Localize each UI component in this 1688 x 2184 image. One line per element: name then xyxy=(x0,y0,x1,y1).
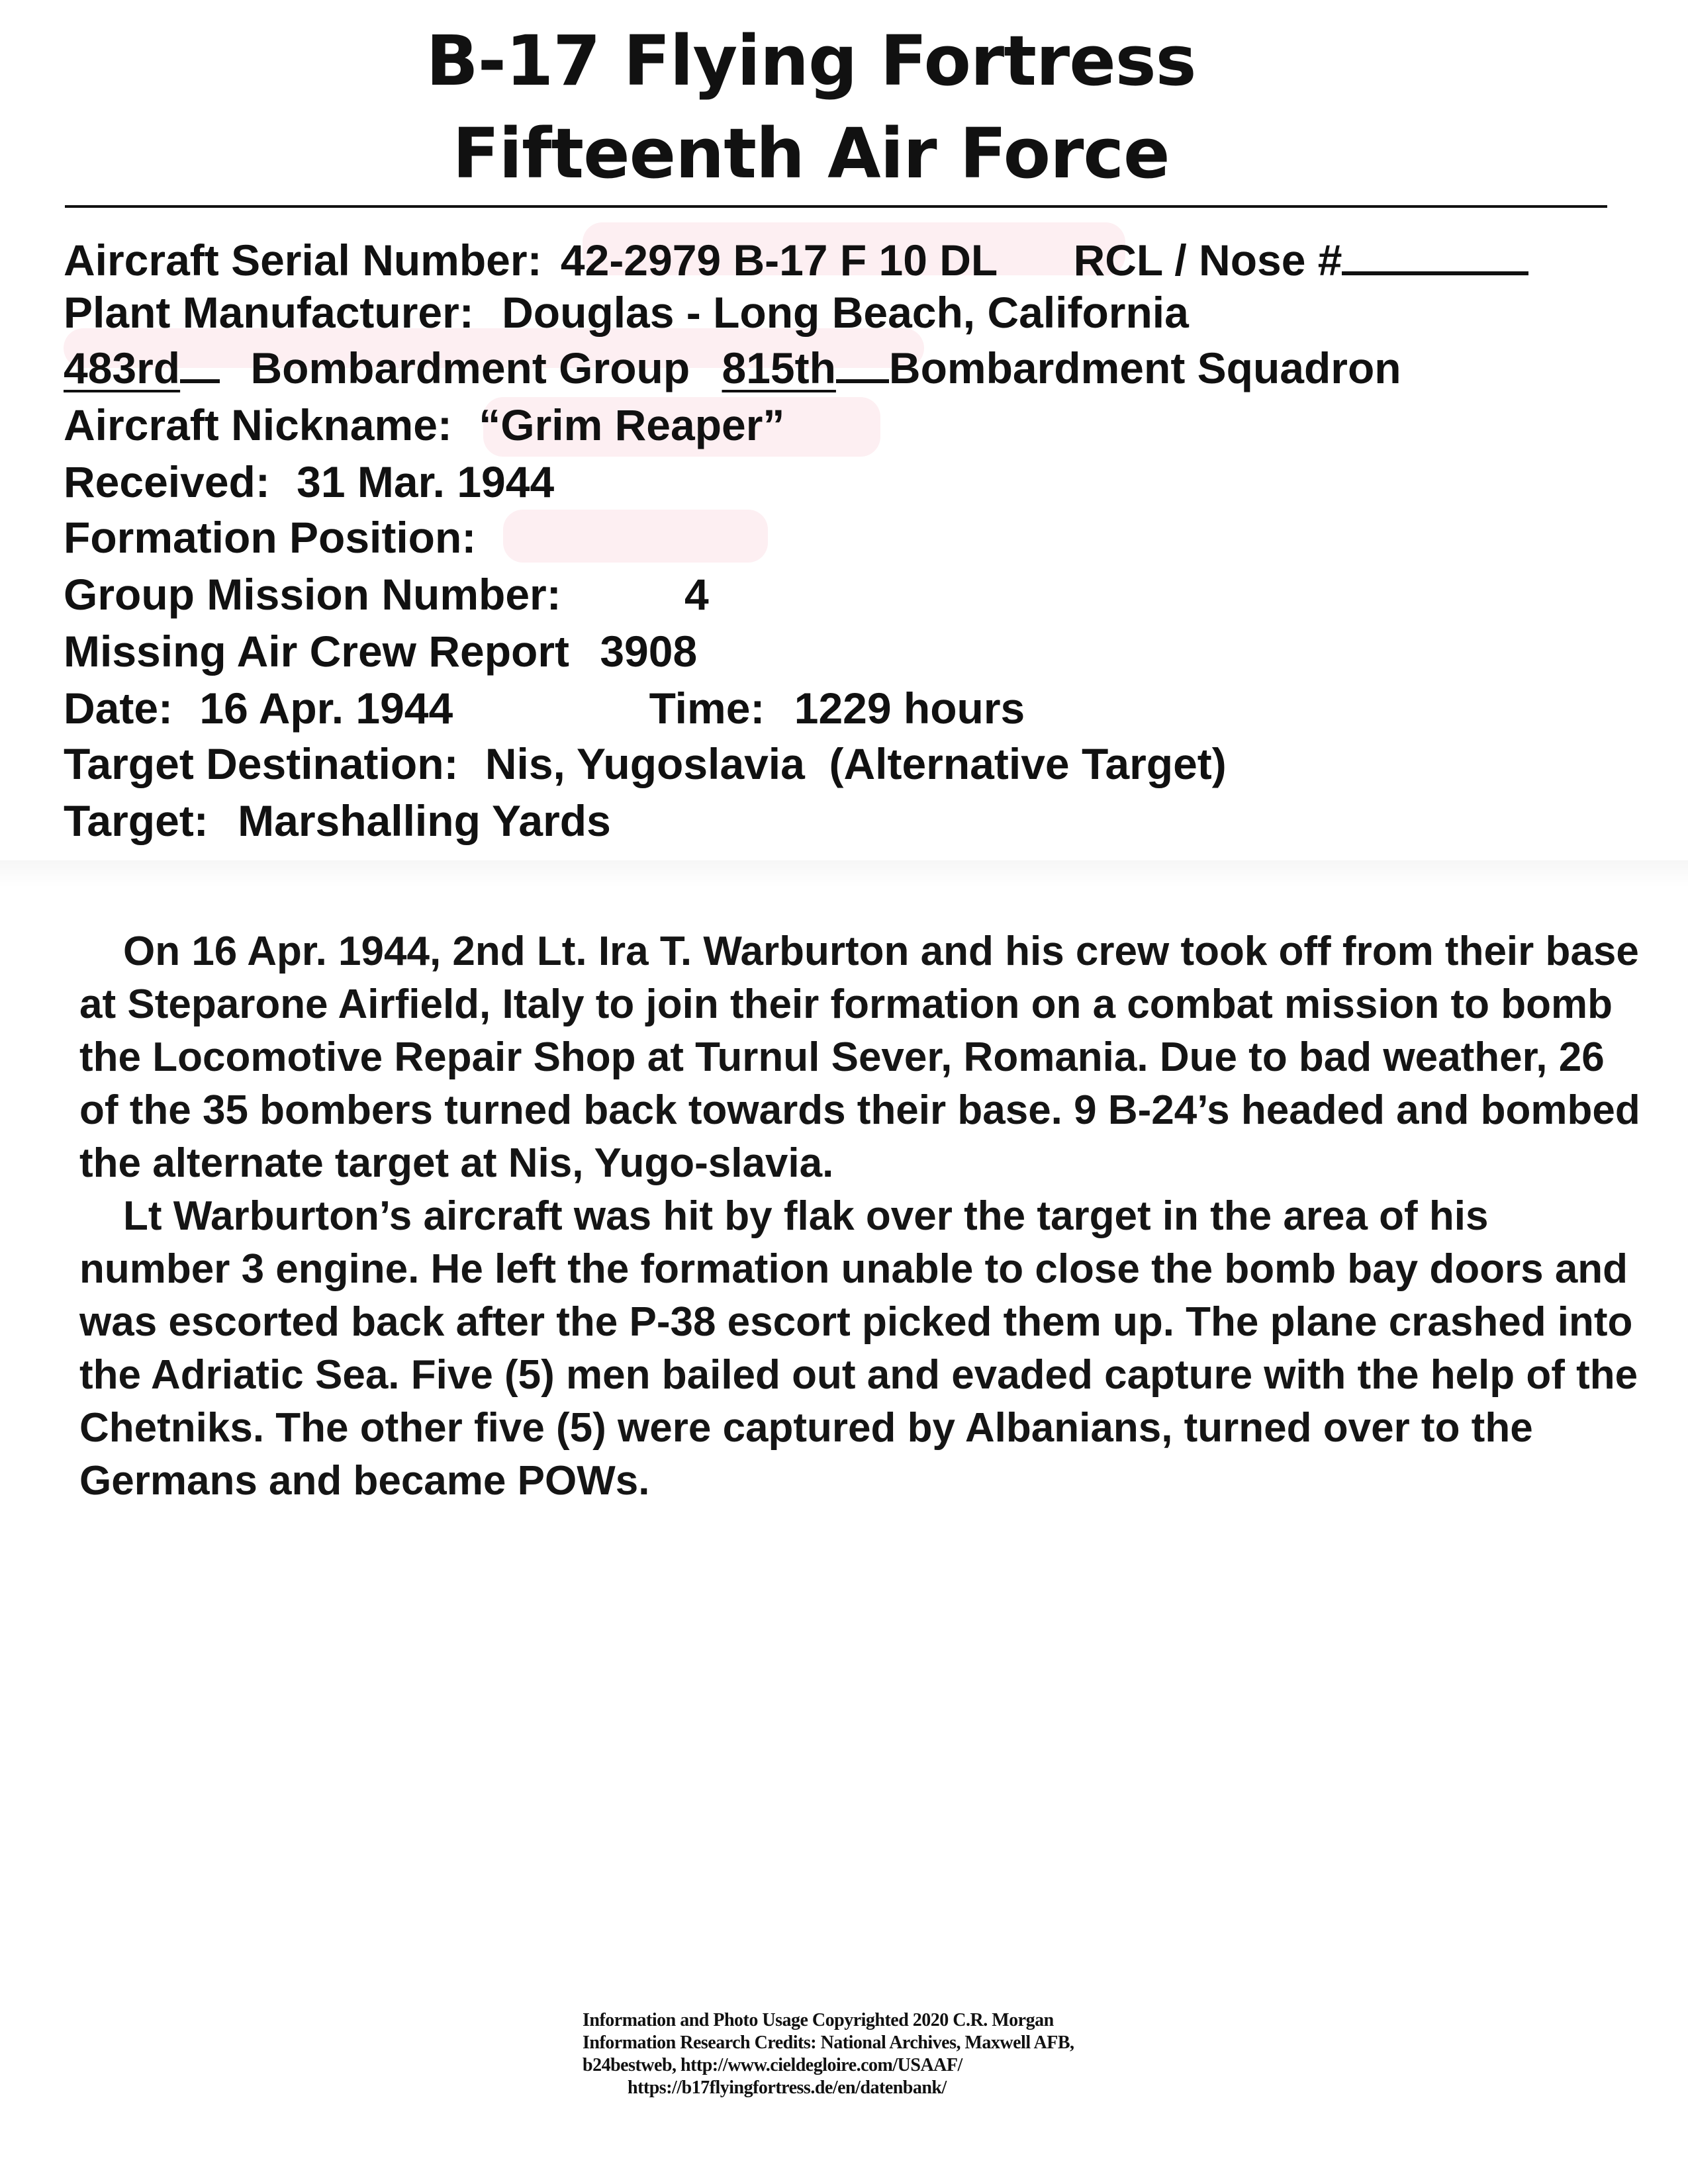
scan-band xyxy=(0,860,1688,887)
manufacturer-label: Plant Manufacturer: xyxy=(64,288,474,337)
squadron-value: 815th xyxy=(722,343,836,392)
received-label: Received: xyxy=(64,457,270,506)
highlight-smudge xyxy=(503,510,768,563)
narrative-paragraph: Lt Warburton’s aircraft was hit by flak over the target in the area of his number 3 engine. He left the formation unable to close the bomb bay doors and was escorted back after the P-38 escort picked them up. The plane crashed into the Adriatic Sea. Five (5) men bailed out and evaded capture with the help of the Chetniks. The other five (5) were captured by Albanians, turned over to the Germans and became POWs. xyxy=(79,1193,1638,1504)
serial-label: Aircraft Serial Number: xyxy=(64,236,542,285)
narrative xyxy=(79,925,1648,1508)
mission-value: 4 xyxy=(684,570,709,619)
destination-value: Nis, Yugoslavia (Alternative Target) xyxy=(485,739,1227,788)
credits-line: Information and Photo Usage Copyrighted 2020 C.R. Morgan xyxy=(583,2010,1054,2030)
page-title: B-17 Flying Fortress xyxy=(426,21,1196,101)
rcl-label: RCL / Nose # xyxy=(1073,236,1342,285)
nickname-value: “Grim Reaper” xyxy=(479,400,785,449)
macr-value: 3908 xyxy=(600,627,698,676)
target-label: Target: xyxy=(64,796,209,845)
formation-label: Formation Position: xyxy=(64,513,477,562)
narrative-paragraph: On 16 Apr. 1944, 2nd Lt. Ira T. Warburton and his crew took off from their base at Steparone Airfield, Italy to join their formation on a combat mission to bomb the Locomotive Repair Shop at Turnul Sever, Romania. Due to bad weather, 26 of the 35 bombers turned back towards their base. 9 B-24’s headed and bombed the alternate target at Nis, Yugo-slavia. xyxy=(79,929,1640,1186)
group-blank xyxy=(180,379,220,383)
destination-row xyxy=(64,737,1227,790)
time-label: Time: xyxy=(649,684,765,733)
time-value: 1229 hours xyxy=(794,684,1025,733)
target-value: Marshalling Yards xyxy=(238,796,611,845)
received-value: 31 Mar. 1944 xyxy=(297,457,555,506)
manufacturer-row xyxy=(64,286,1189,339)
credits-line: Information Research Credits: National Archives, Maxwell AFB, xyxy=(583,2032,1074,2053)
title-divider xyxy=(65,205,1607,208)
nickname-label: Aircraft Nickname: xyxy=(64,400,452,449)
mission-label: Group Mission Number: xyxy=(64,570,561,619)
macr-label: Missing Air Crew Report xyxy=(64,627,569,676)
serial-value: 42-2979 B-17 F 10 DL xyxy=(560,236,998,285)
received-row xyxy=(64,455,554,508)
date-label: Date: xyxy=(64,684,173,733)
credits-line: b24bestweb, http://www.cieldegloire.com/USAAF/ xyxy=(583,2055,962,2075)
manufacturer-value: Douglas - Long Beach, California xyxy=(502,288,1189,337)
destination-label: Target Destination: xyxy=(64,739,459,788)
group-value: 483rd xyxy=(64,343,181,392)
date-row xyxy=(64,682,1025,735)
formation-row xyxy=(64,511,476,564)
unit-row xyxy=(64,341,1401,394)
mission-row xyxy=(64,568,709,621)
credits-line: https://b17flyingfortress.de/en/datenbank/ xyxy=(628,2077,947,2098)
macr-row xyxy=(64,625,697,678)
nose-number-blank xyxy=(1342,230,1528,275)
squadron-label: Bombardment Squadron xyxy=(888,343,1401,392)
date-value: 16 Apr. 1944 xyxy=(199,684,453,733)
nickname-row xyxy=(64,398,784,451)
group-label: Bombardment Group xyxy=(250,343,690,392)
page-subtitle: Fifteenth Air Force xyxy=(452,113,1170,194)
squadron-blank xyxy=(836,379,889,383)
serial-row xyxy=(64,230,1528,287)
target-row xyxy=(64,794,611,847)
credits-block xyxy=(583,2009,1178,2099)
